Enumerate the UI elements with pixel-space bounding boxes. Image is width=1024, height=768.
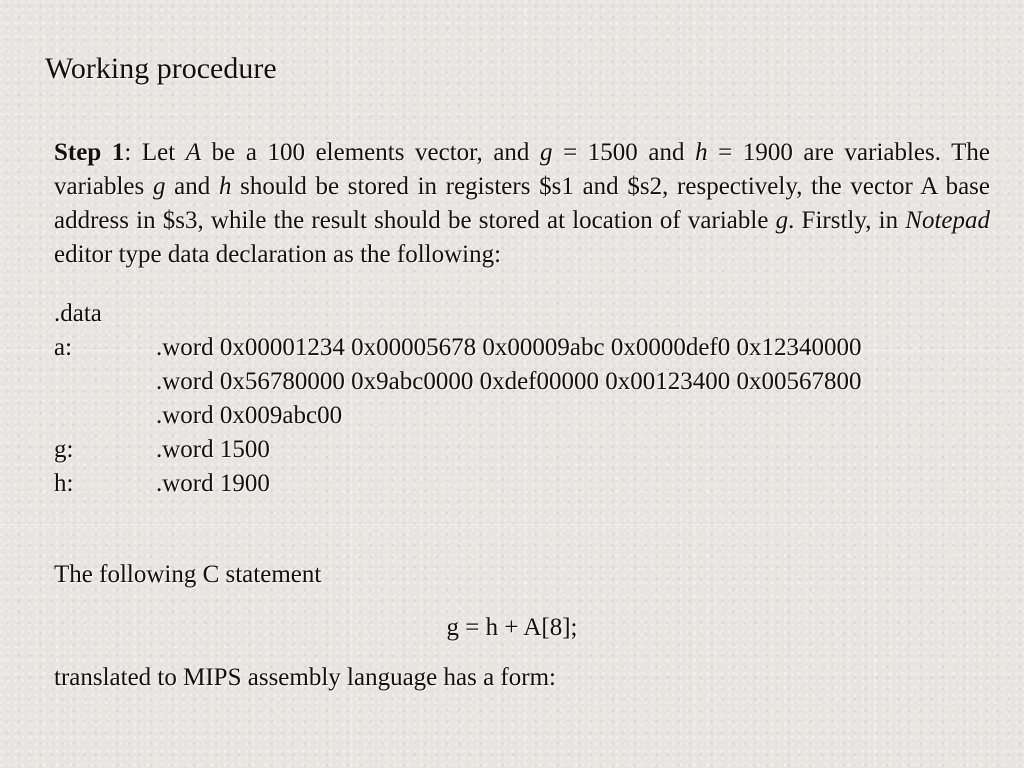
step-text: = 1500 and	[552, 139, 696, 166]
code-value: .word 0x009abc00	[156, 402, 343, 429]
code-label: h:	[54, 470, 74, 497]
step-text: should be stored in registers $s1 and $s2, respectively, the vector A base address in $s3, while the result should be stored at location of variable	[54, 173, 990, 234]
slide-title: Working procedure	[45, 52, 277, 85]
variable-h: h	[218, 173, 232, 200]
code-line	[54, 297, 862, 331]
step-label: Step 1	[54, 139, 125, 166]
code-value: .word 1900	[156, 470, 270, 497]
code-line	[54, 433, 862, 467]
step-text: = 1900 are variables. The variables	[54, 139, 991, 200]
code-label: a:	[54, 334, 73, 361]
data-declaration-block	[54, 297, 862, 501]
step-text: and	[165, 173, 219, 200]
code-line	[54, 399, 862, 433]
step-1-paragraph	[54, 136, 990, 272]
notepad-term: Notepad	[905, 207, 990, 234]
code-value: .word 0x56780000 0x9abc0000 0xdef00000 0x00123400 0x00567800	[156, 368, 862, 395]
step-text: be a 100 elements vector, and	[201, 139, 541, 166]
step-text: editor type data declaration as the following:	[54, 241, 502, 268]
translated-text: translated to MIPS assembly language has a form:	[54, 664, 556, 691]
step-text: . Firstly, in	[788, 207, 906, 234]
code-line	[54, 331, 862, 365]
code-value: .word 1500	[156, 436, 270, 463]
code-label	[54, 399, 156, 433]
variable-g: g	[775, 207, 789, 234]
code-label: g:	[54, 436, 74, 463]
background-grid-line	[874, 0, 875, 768]
variable-g: g	[152, 173, 166, 200]
background-grid-line	[0, 524, 1024, 525]
following-statement-text: The following C statement	[54, 561, 322, 588]
variable-h: h	[695, 139, 708, 166]
variable-g: g	[540, 139, 553, 166]
code-line	[54, 467, 862, 501]
step-text: : Let	[124, 139, 186, 166]
variable-A: A	[185, 139, 202, 166]
code-label: .data	[54, 300, 102, 327]
c-statement: g = h + A[8];	[446, 614, 578, 641]
code-line	[54, 365, 862, 399]
code-value: .word 0x00001234 0x00005678 0x00009abc 0x0000def0 0x12340000	[156, 334, 862, 361]
code-label	[54, 365, 156, 399]
